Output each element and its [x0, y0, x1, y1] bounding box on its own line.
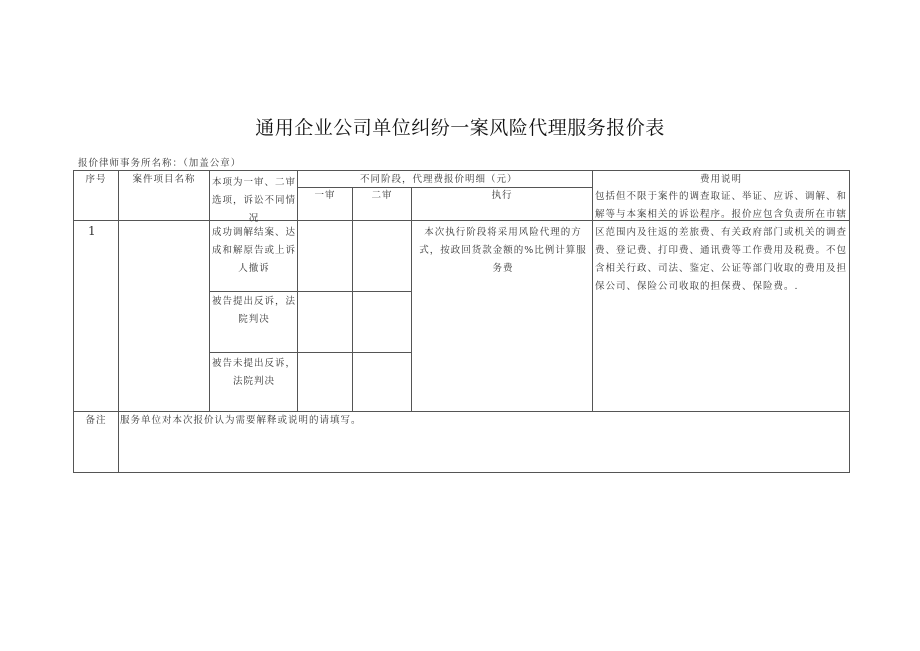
table-line-stage1-bottom: [209, 291, 411, 292]
table-line-name-right: [209, 170, 210, 411]
header-stage-group: 不同阶段，代理费报价明细（元）: [360, 174, 518, 185]
fee-description: 包括但不限于案件的调查取证、举证、应诉、调解、和解等与本案相关的诉讼程序。报价应包含负责所在市辖区范围内及往返的差旅费、有关政府部门或机关的调查费、登记费、打印费、通讯费等工作费用及税费。不包含相关行政、司法、鉴定、公证等部门收取的费用及担保公司、保险公司收取的担保费、保险费。.: [595, 191, 848, 292]
stage-label-settlement: 成功调解结案、达成和解原告或上诉人撤诉: [212, 227, 297, 274]
header-option-note: 本项为一审、二审选项，诉讼不同情况: [212, 177, 297, 224]
table-line-first-right: [352, 187, 353, 411]
row-seq: 1: [88, 224, 97, 238]
table-border-right: [849, 170, 850, 473]
stage-label-no-counterclaim: 被告未提出反诉，法院判决: [212, 358, 297, 387]
remarks-label: 备注: [85, 415, 107, 426]
table-line-stage2-bottom: [209, 352, 411, 353]
header-first-instance: 一审: [314, 190, 336, 201]
header-second-instance: 二审: [371, 190, 393, 201]
table-line-second-right: [411, 187, 412, 411]
table-line-option-right: [297, 170, 298, 411]
header-case-name: 案件项目名称: [132, 174, 196, 185]
firm-name-label: 报价律师事务所名称：（加盖公章）: [78, 158, 242, 169]
table-line-execution-right: [592, 170, 593, 411]
table-line-seq-right: [118, 170, 119, 473]
header-fee-note: 费用说明: [699, 174, 742, 185]
remarks-text: 服务单位对本次报价认为需要解释或说明的请填写。: [120, 415, 362, 426]
header-seq: 序号: [85, 174, 107, 185]
table-border-bottom: [73, 472, 849, 473]
stage-label-counterclaim: 被告提出反诉，法院判决: [212, 296, 297, 325]
header-execution: 执行: [491, 190, 513, 201]
execution-description: 本次执行阶段将采用风险代理的方式，按政回货款金额的%比例计算服务费: [419, 227, 587, 274]
page-title: 通用企业公司单位纠纷一案风险代理服务报价表: [255, 117, 665, 139]
